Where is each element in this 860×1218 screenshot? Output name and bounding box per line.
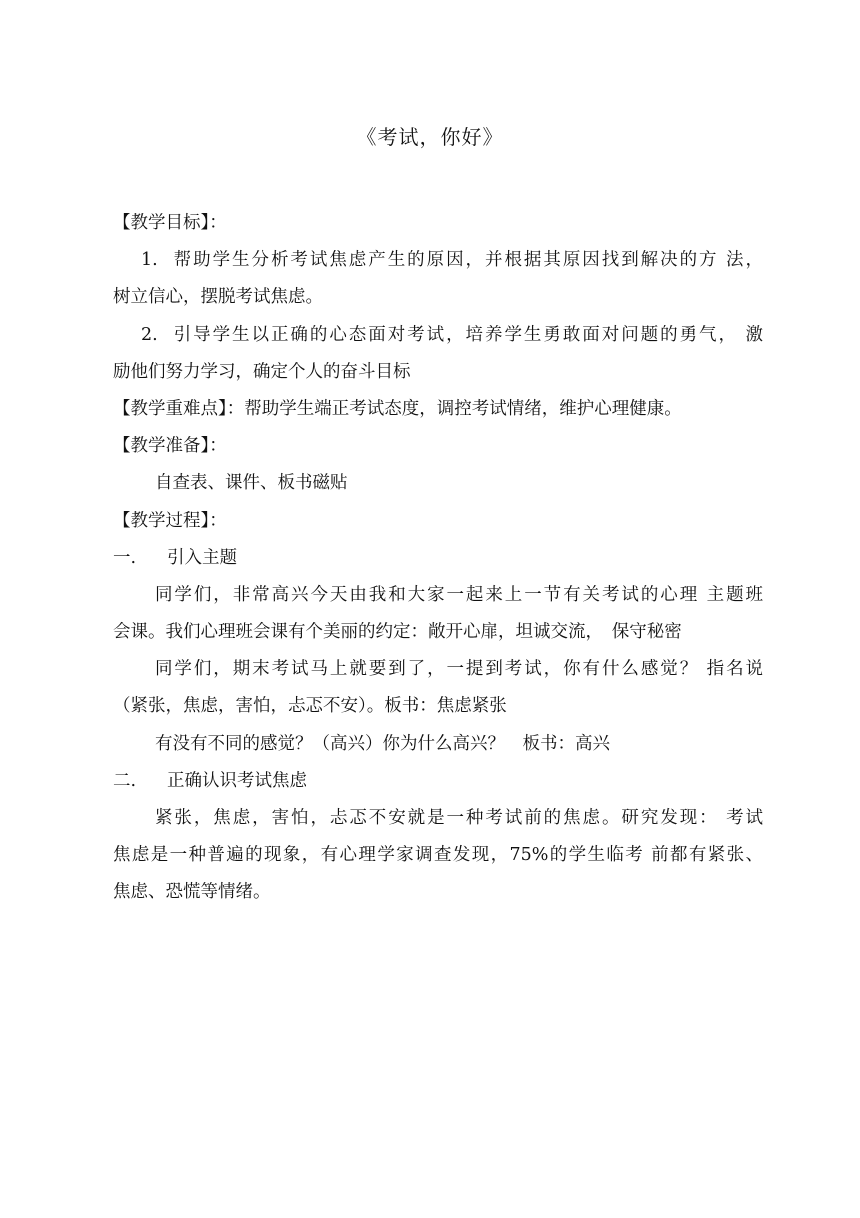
section-2-number: 二.: [113, 770, 137, 791]
paragraph-2-line-2: （紧张，焦虑，害怕，忐忑不安）。板书：焦虑紧张: [113, 696, 507, 717]
goal-1-text: 帮助学生分析考试焦虑产生的原因，并根据其原因找到解决的方 法，: [171, 250, 763, 271]
goal-2-text: 引导学生以正确的心态面对考试，培养学生勇敢面对问题的勇气， 激: [171, 324, 763, 345]
goal-2-line-1: [113, 317, 763, 354]
paragraph-3-line-1: 有没有不同的感觉？（高兴）你为什么高兴？ 板书：高兴: [155, 733, 610, 754]
section-2-title: 正确认识考试焦虑: [167, 770, 307, 791]
document-body: [113, 205, 763, 912]
section-2-heading: [113, 763, 763, 800]
goal-1-number: 1.: [141, 250, 158, 271]
section-1-number: 一.: [113, 547, 137, 568]
prep-items: 自查表、课件、板书磁贴: [155, 473, 348, 494]
paragraph-4-line-1: 紧张，焦虑，害怕，忐忑不安就是一种考试前的焦虑。研究发现： 考试: [155, 808, 763, 828]
paragraph-4-line-3: 焦虑、恐慌等情绪。: [113, 882, 271, 903]
process-heading: 【教学过程】：: [113, 510, 227, 531]
key-points-line: 【教学重难点】：帮助学生端正考试态度，调控考试情绪，维护心理健康。: [113, 398, 682, 419]
paragraph-4-line-2: 焦虑是一种普遍的现象，有心理学家调查发现，75%的学生临考 前都有紧张、: [113, 845, 763, 866]
goal-2-line-2: 励他们努力学习，确定个人的奋斗目标: [113, 361, 411, 382]
section-1-title: 引入主题: [167, 547, 237, 568]
goal-1-line-2: 树立信心，摆脱考试焦虑。: [113, 287, 323, 308]
section-1-heading: [113, 540, 763, 577]
paragraph-1-line-2: 会课。我们心理班会课有个美丽的约定：敞开心扉，坦诚交流， 保守秘密: [113, 622, 682, 643]
goal-1-line-1: [113, 242, 763, 279]
goals-heading: 【教学目标】：: [113, 213, 227, 233]
paragraph-2-line-1: 同学们，期末考试马上就要到了，一提到考试，你有什么感觉？ 指名说: [155, 659, 763, 680]
prep-heading: 【教学准备】：: [113, 436, 227, 457]
goal-2-number: 2.: [141, 324, 158, 345]
paragraph-1-line-1: 同学们，非常高兴今天由我和大家一起来上一节有关考试的心理 主题班: [155, 584, 763, 605]
document-title: 《考试，你好》: [356, 125, 504, 149]
